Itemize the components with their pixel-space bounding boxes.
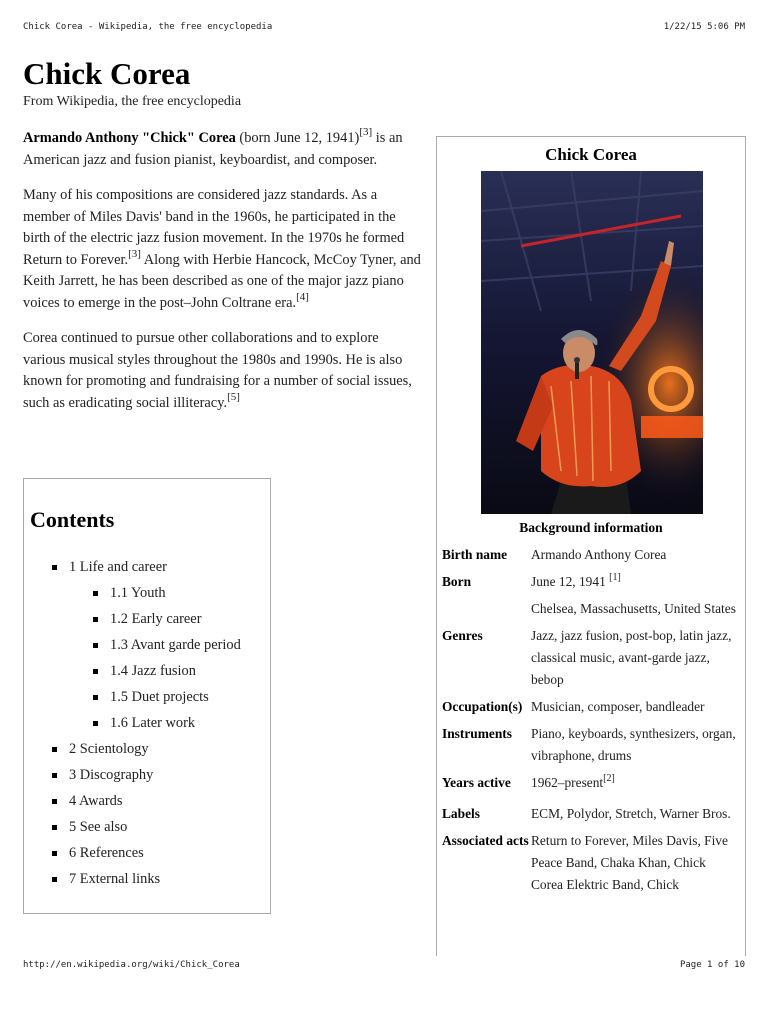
table-of-contents	[23, 478, 271, 914]
toc-item-early-career[interactable]: 1.2 Early career	[93, 609, 241, 635]
toc-sublist	[93, 583, 241, 739]
toc-item-awards[interactable]: 4 Awards	[52, 791, 241, 817]
infobox-row-birth-name: Birth name Armando Anthony Corea	[442, 547, 667, 562]
toc-item-discography[interactable]: 3 Discography	[52, 765, 241, 791]
birthplace-link[interactable]: Chelsea, Massachusetts, United States	[531, 601, 736, 616]
toc-item-scientology[interactable]: 2 Scientology	[52, 739, 241, 765]
subject-name: Armando Anthony "Chick" Corea	[23, 130, 236, 146]
print-datetime: 1/22/15 5:06 PM	[663, 22, 745, 32]
infobox-row-labels: Labels ECM, Polydor, Stretch, Warner Bros.	[442, 806, 731, 821]
performer-photo-illustration	[481, 171, 703, 514]
infobox-title: Chick Corea	[545, 145, 637, 164]
infobox-row-genres: Genres Jazz, jazz fusion, post-bop, latin jazz, classical music, avant-garde jazz, bebop	[442, 628, 732, 687]
infobox-section-title: Background information	[519, 520, 663, 535]
toc-item-jazz-fusion[interactable]: 1.4 Jazz fusion	[93, 661, 241, 687]
reference-link[interactable]: [2]	[603, 772, 615, 784]
toc-item-duet-projects[interactable]: 1.5 Duet projects	[93, 687, 241, 713]
toc-item-youth[interactable]: 1.1 Youth	[93, 583, 241, 609]
toc-item-see-also[interactable]: 5 See also	[52, 817, 241, 843]
infobox-rows	[442, 544, 742, 901]
infobox-row-associated-acts: Associated acts Return to Forever, Miles Davis, Five Peace Band, Chaka Khan, Chick Corea Elektric Band, Chick	[442, 833, 728, 892]
infobox-row-instruments: Instruments Piano, keyboards, synthesizers, organ, vibraphone, drums	[442, 726, 736, 763]
toc-item-later-work[interactable]: 1.6 Later work	[93, 713, 241, 739]
page-title: Chick Corea	[23, 56, 191, 91]
infobox-row-born: Born June 12, 1941 [1] Chelsea, Massachusetts, United States	[442, 571, 742, 620]
toc-item-references[interactable]: 6 References	[52, 843, 241, 869]
page-subtitle: From Wikipedia, the free encyclopedia	[23, 94, 242, 109]
toc-list	[52, 557, 241, 895]
reference-link[interactable]: [5]	[227, 390, 240, 403]
infobox-row-years-active: Years active 1962–present[2]	[442, 772, 615, 790]
print-doc-title: Chick Corea - Wikipedia, the free encyclopedia	[23, 22, 273, 32]
print-header	[23, 22, 745, 32]
toc-title: Contents	[30, 507, 115, 532]
lead-paragraph-2: Many of his compositions are considered jazz standards. As a member of Miles Davis' band in the 1960s, he participated in the birth of the electric jazz fusion movement. In the 1970s he formed Return to Forever.[3] Along with Herbie Hancock, McCoy Tyner, and Keith Jarrett, he has been described as one of the major jazz piano voices to emerge in the post–John Coltrane era.[4]	[23, 187, 421, 311]
article-lead	[23, 128, 423, 428]
reference-link[interactable]: [4]	[296, 290, 309, 303]
toc-item-external-links[interactable]: 7 External links	[52, 869, 241, 895]
lead-paragraph-3: Corea continued to pursue other collaborations and to explore various musical styles throughout the 1980s and 1990s. He is also known for promoting and fundraising for a number of social issues, such as eradicating social illiteracy.[5]	[23, 330, 412, 411]
reference-link[interactable]: [1]	[609, 571, 621, 583]
toc-item-avant-garde[interactable]: 1.3 Avant garde period	[93, 635, 241, 661]
infobox-photo[interactable]	[481, 171, 703, 514]
print-url: http://en.wikipedia.org/wiki/Chick_Corea	[23, 960, 240, 970]
print-footer	[23, 960, 745, 970]
infobox-row-occupation: Occupation(s) Musician, composer, bandleader	[442, 699, 705, 714]
infobox	[436, 136, 746, 956]
reference-link[interactable]: [3]	[359, 126, 373, 139]
reference-link[interactable]: [3]	[128, 247, 141, 260]
lead-paragraph-1: Armando Anthony "Chick" Corea (born June 12, 1941)[3] is an American jazz and fusion pianist, keyboardist, and composer.	[23, 126, 403, 168]
toc-item-life-and-career[interactable]: 1 Life and career 1.1 Youth 1.2 Early career 1.3 Avant garde period 1.4 Jazz fusion 1.5 Duet projects 1.6 Later work	[52, 557, 241, 739]
print-page-number: Page 1 of 10	[679, 960, 745, 970]
